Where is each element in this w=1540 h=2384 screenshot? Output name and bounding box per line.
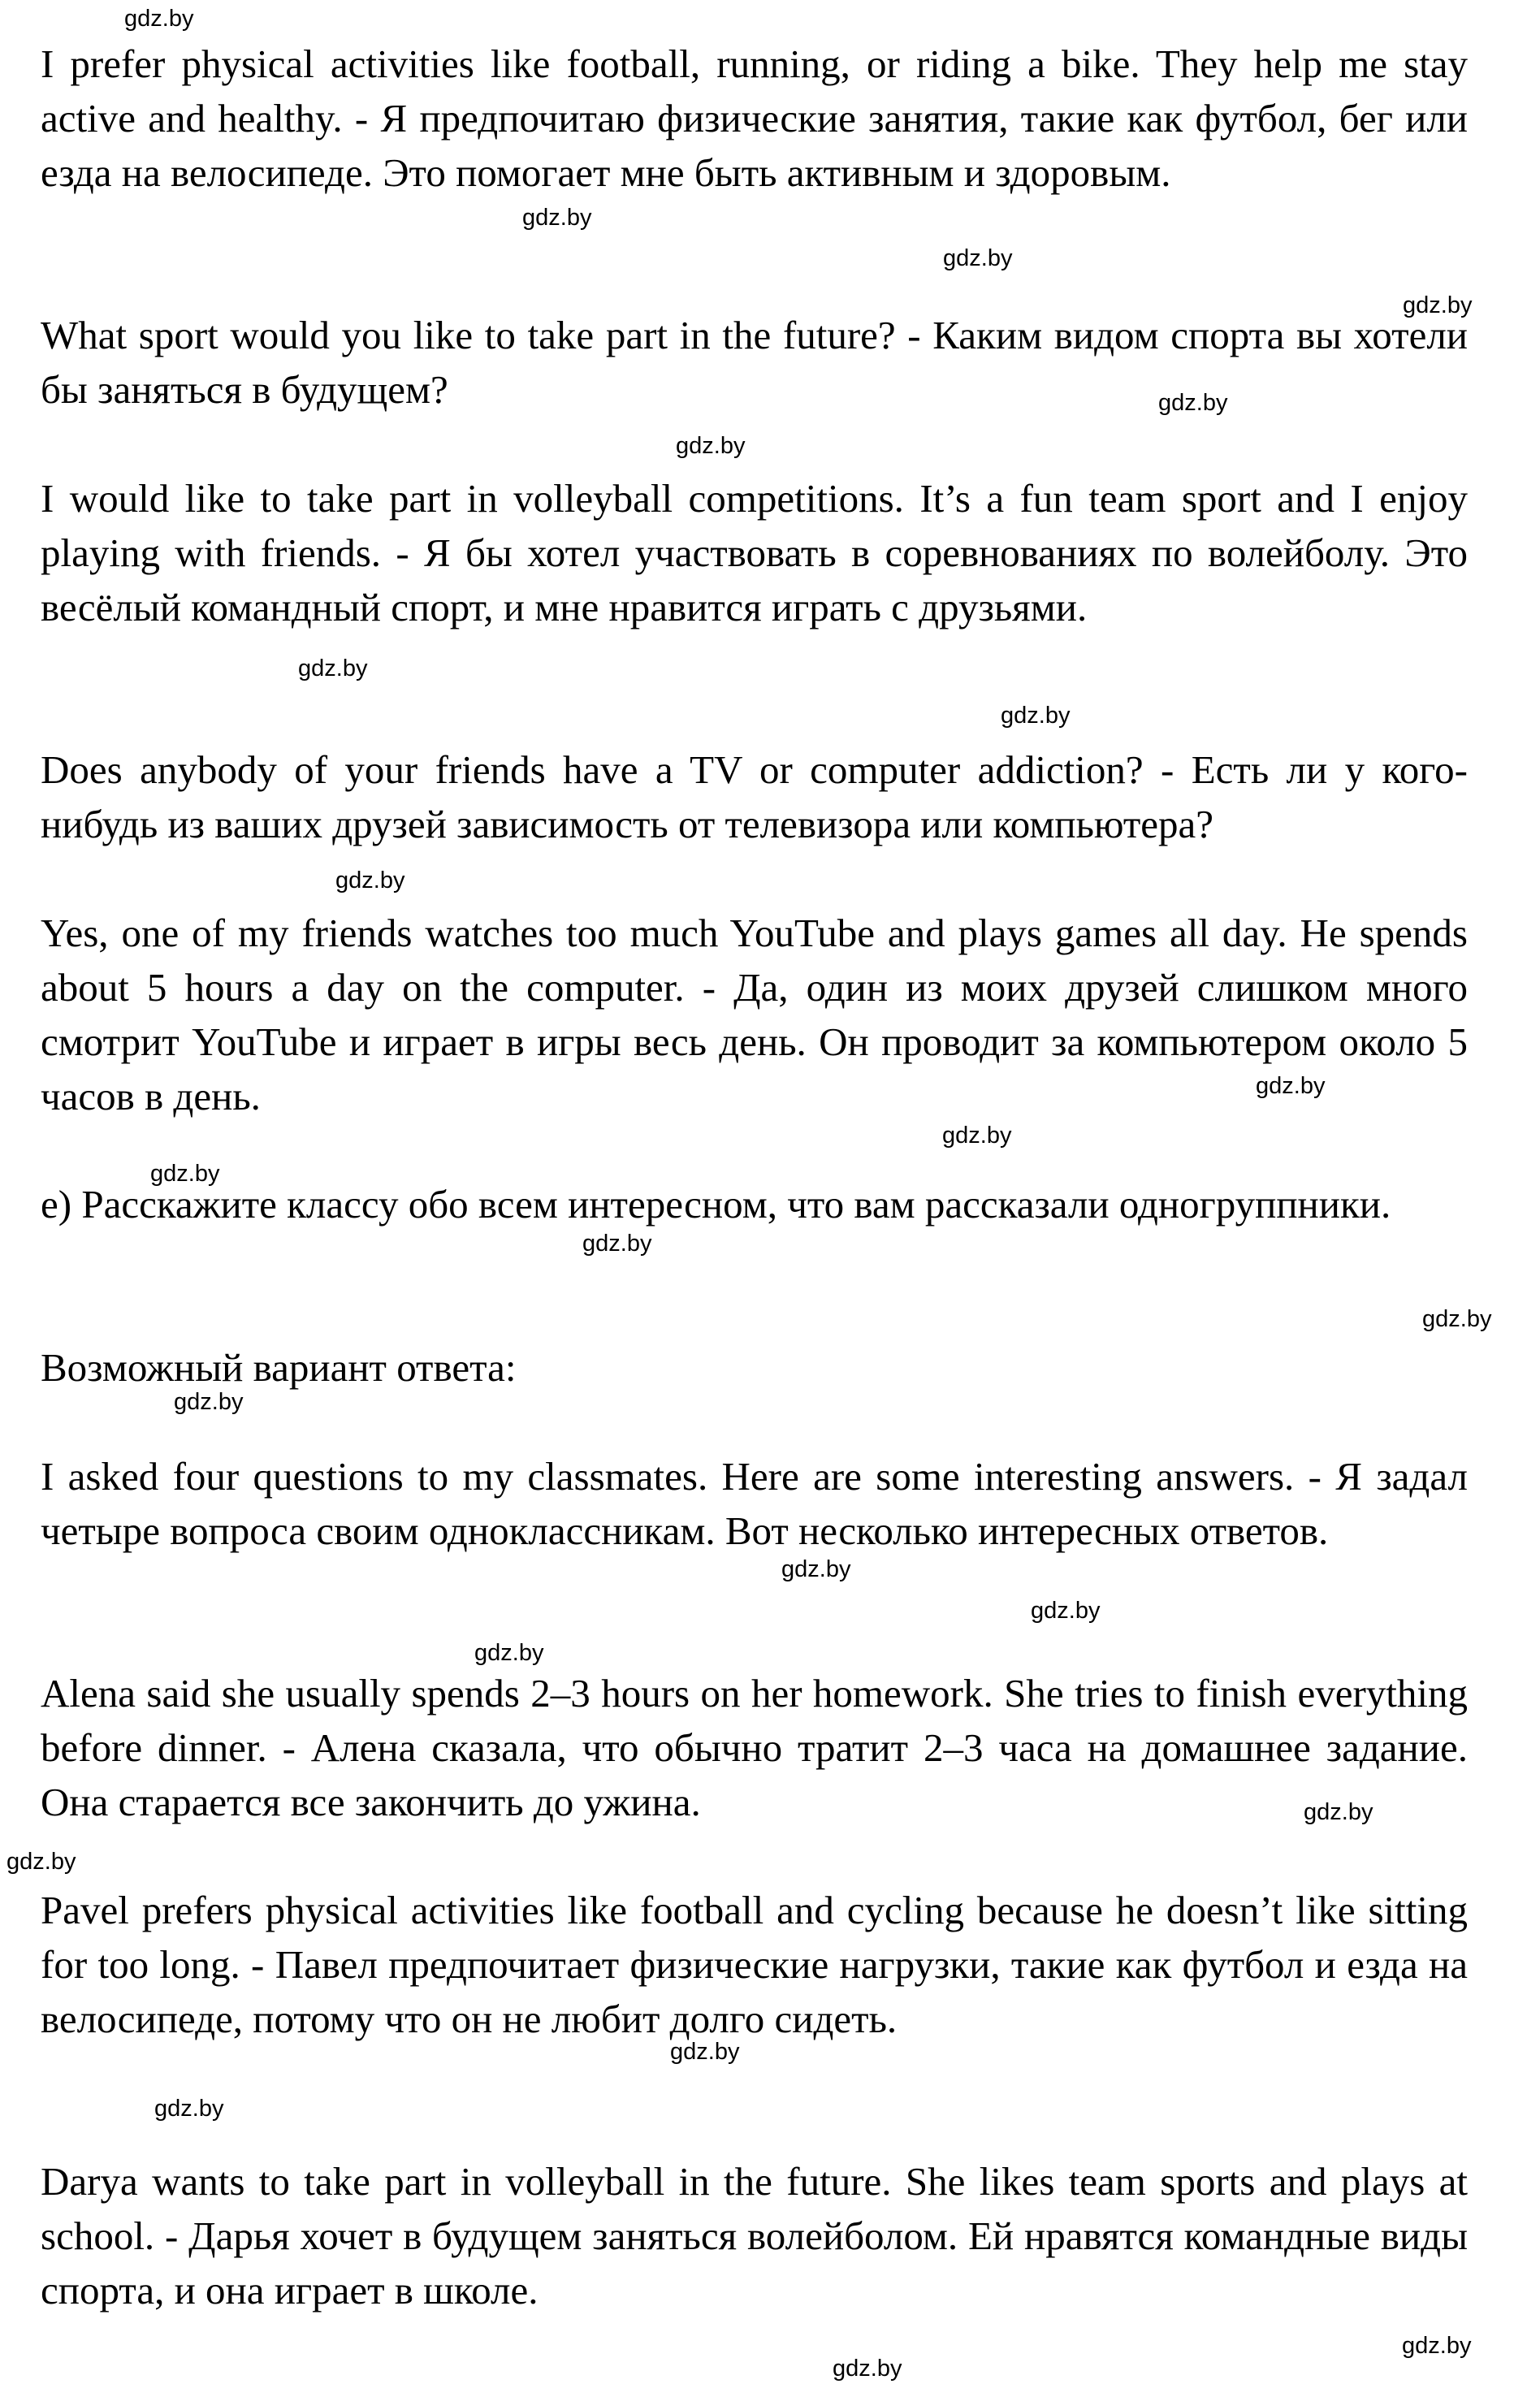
watermark-text: gdz.by <box>676 433 746 459</box>
watermark-text: gdz.by <box>6 1849 76 1875</box>
watermark-text: gdz.by <box>150 1161 220 1187</box>
paragraph-pavel-answer: Pavel prefers physical activities like football and cycling because he doesn’t like sitting for too long. - Павел предпочитает физические нагрузки, такие как футбол и езда на велосипеде, потому что он не любит долго сидеть. <box>41 1888 1468 2041</box>
watermark-text: gdz.by <box>474 1640 544 1666</box>
watermark-text: gdz.by <box>1001 703 1071 729</box>
watermark-text: gdz.by <box>124 6 194 32</box>
watermark-text: gdz.by <box>522 205 592 231</box>
watermark-text: gdz.by <box>781 1556 851 1582</box>
watermark-text: gdz.by <box>582 1231 652 1257</box>
paragraph-addiction-answer: Yes, one of my friends watches too much YouTube and plays games all day. He spends about 5 hours a day on the computer. - Да, один из моих друзей слишком много смотрит YouTube и играет в игры весь день. Он проводит за компьютером около 5 часов в день. <box>41 911 1468 1118</box>
paragraph-volleyball-answer: I would like to take part in volleyball competitions. It’s a fun team sport and I enjoy playing with friends. - Я бы хотел участвовать в соревнованиях по волейболу. Это весёлый командный спорт, и мне нравится играть с друзьями. <box>41 476 1468 630</box>
paragraph-alena-answer: Alena said she usually spends 2–3 hours on her homework. She tries to finish everything before dinner. - Алена сказала, что обычно тратит 2–3 часа на домашнее задание. Она старается все закончить до ужина. <box>41 1671 1468 1824</box>
watermark-text: gdz.by <box>1256 1073 1326 1099</box>
paragraph-task-e: e) Расскажите классу обо всем интересном, что вам рассказали одногруппники. <box>41 1182 1391 1227</box>
watermark-text: gdz.by <box>154 2096 224 2122</box>
paragraph-darya-answer: Darya wants to take part in volleyball in the future. She likes team sports and plays at school. - Дарья хочет в будущем заняться волейболом. Ей нравятся командные виды спорта, и она играет в школе. <box>41 2159 1468 2313</box>
watermark-text: gdz.by <box>833 2356 902 2382</box>
watermark-text: gdz.by <box>943 245 1013 271</box>
watermark-text: gdz.by <box>335 867 405 893</box>
watermark-text: gdz.by <box>1422 1306 1492 1332</box>
paragraph-answer-variant-heading: Возможный вариант ответа: <box>41 1345 517 1390</box>
paragraph-four-questions-intro: I asked four questions to my classmates. Here are some interesting answers. - Я задал четыре вопроса своим одноклассникам. Вот несколько интересных ответов. <box>41 1454 1468 1553</box>
watermark-text: gdz.by <box>1403 292 1473 318</box>
paragraph-physical-activities-answer: I prefer physical activities like football, running, or riding a bike. They help me stay active and healthy. - Я предпочитаю физические занятия, такие как футбол, бег или езда на велосипеде. Это помогает мне быть активным и здоровым. <box>41 41 1468 195</box>
watermark-text: gdz.by <box>1031 1598 1101 1624</box>
watermark-text: gdz.by <box>942 1123 1012 1149</box>
paragraph-addiction-question: Does anybody of your friends have a TV or computer addiction? - Есть ли у кого-нибудь из ваших друзей зависимость от телевизора или компьютера? <box>41 747 1468 846</box>
watermark-text: gdz.by <box>1158 390 1228 416</box>
paragraph-future-sport-question: What sport would you like to take part in the future? - Каким видом спорта вы хотели бы заняться в будущем? <box>41 313 1468 412</box>
watermark-text: gdz.by <box>670 2039 740 2065</box>
watermark-text: gdz.by <box>1402 2333 1472 2359</box>
watermark-text: gdz.by <box>298 655 368 681</box>
watermark-text: gdz.by <box>1304 1799 1373 1825</box>
watermark-text: gdz.by <box>174 1389 244 1415</box>
